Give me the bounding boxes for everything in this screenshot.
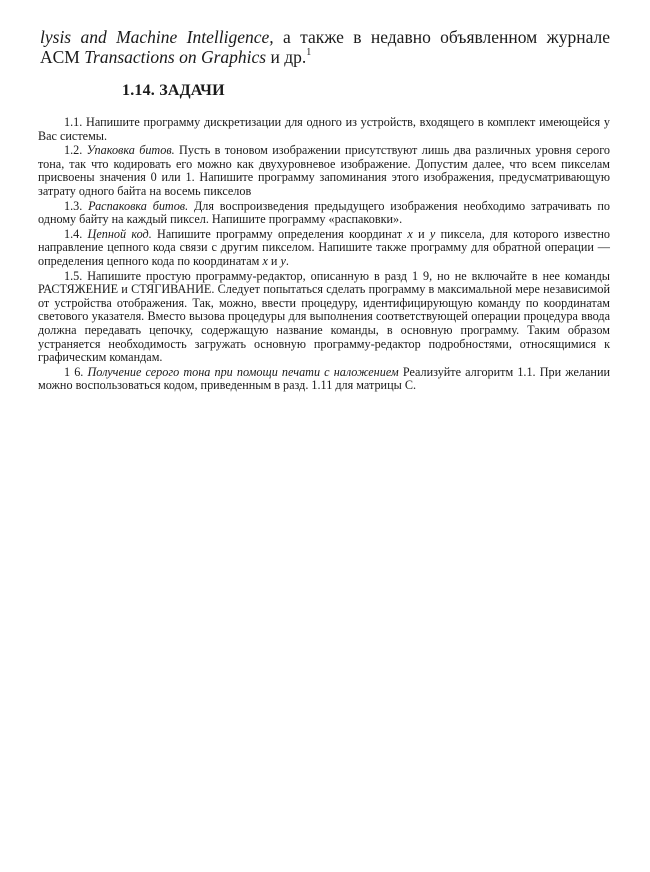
task-1-6 xyxy=(38,366,610,393)
task-number: 1.5. xyxy=(64,268,83,283)
task-text: Реализуйте алгоритм 1.1. При желании можно воспользоваться кодом, приведенным в разд. 1.11 для матрицы С. xyxy=(38,364,610,393)
task-title: Упаковка битов. xyxy=(82,143,175,158)
intro-line-1-rest: а также в недавно объявленном журнале xyxy=(273,27,610,47)
journal-name-italic: Transactions on Graphics xyxy=(84,47,267,67)
variable-x: x xyxy=(262,253,268,268)
task-text: Пусть в тоновом изображении присутствуют лишь два различных уровня серого тона, так что кодировать его можно как двухуровневое изображение. Допустим далее, что всем пикселам присвоены значения 0 или 1. Напишите программу запоминания этого изображения, предусматривающую затрату одного байта на восемь пикселов xyxy=(38,143,610,198)
task-1-3 xyxy=(38,200,610,227)
task-number: 1.1. xyxy=(64,115,83,129)
intro-line-2-plain: ACM xyxy=(40,47,85,67)
section-heading: 1.14. ЗАДАЧИ xyxy=(122,82,225,99)
variable-x: x xyxy=(407,226,413,241)
task-title: Получение серого тона при помощи печати с наложением xyxy=(83,364,399,379)
task-1-4 xyxy=(38,228,610,269)
task-text: Напишите программу дискретизации для одного из устройств, входящего в комплект имеющейся у Вас системы. xyxy=(38,115,610,143)
tasks-body xyxy=(38,116,610,393)
task-text: пиксела, для которого известно направление цепного кода связи с другим пикселом. Напишите также программу для обратной операции — определения цепного кода по координатам xyxy=(38,226,610,268)
footnote-mark: 1 xyxy=(306,47,312,58)
journal-title-italic: lysis and Machine Intelligence, xyxy=(40,27,274,47)
variable-y: y xyxy=(429,226,436,241)
task-text: Напишите простую программу-редактор, описанную в разд 1 9, но не включайте в нее команды РАСТЯЖЕНИЕ и СТЯГИВАНИЕ. Следует попытаться сделать программу в максимальной мере независимой от устройства отображения. Так, можно, ввести процедуру, идентифицирующую команду по координатам светового указателя. Вместо вызова процедуры для выполнения соответствующей операции процедура ввода должна передавать цепочку, содержащую название команды, в основную программу. Таким образом устраняется необходимость загружать основную программу-редактор подробностями, относящимися к графическим командам. xyxy=(38,268,610,365)
task-text: Напишите программу определения координат xyxy=(151,226,408,241)
task-text: и xyxy=(267,253,281,268)
intro-line-2-rest: и др. xyxy=(266,47,307,67)
task-number: 1.2. xyxy=(64,143,83,158)
task-number: 1.3. xyxy=(64,198,83,213)
variable-y: y xyxy=(280,253,286,268)
task-text: Для воспроизведения предыдущего изображения необходимо затрачивать по одному байту на каждый пиксел. Напишите программу «распаковки». xyxy=(38,198,610,227)
task-title: Цепной код. xyxy=(82,226,152,241)
intro-line-2 xyxy=(40,47,610,67)
task-text: . xyxy=(285,253,289,268)
intro-line-1 xyxy=(40,27,610,47)
task-number: 1.4. xyxy=(64,226,83,241)
task-1-1 xyxy=(38,116,610,143)
task-1-5 xyxy=(38,270,610,365)
task-text: и xyxy=(412,226,430,241)
intro-continuation xyxy=(40,27,610,67)
task-1-2 xyxy=(38,144,610,198)
task-title: Распаковка битов. xyxy=(82,198,189,213)
task-number: 1 6. xyxy=(64,364,84,379)
